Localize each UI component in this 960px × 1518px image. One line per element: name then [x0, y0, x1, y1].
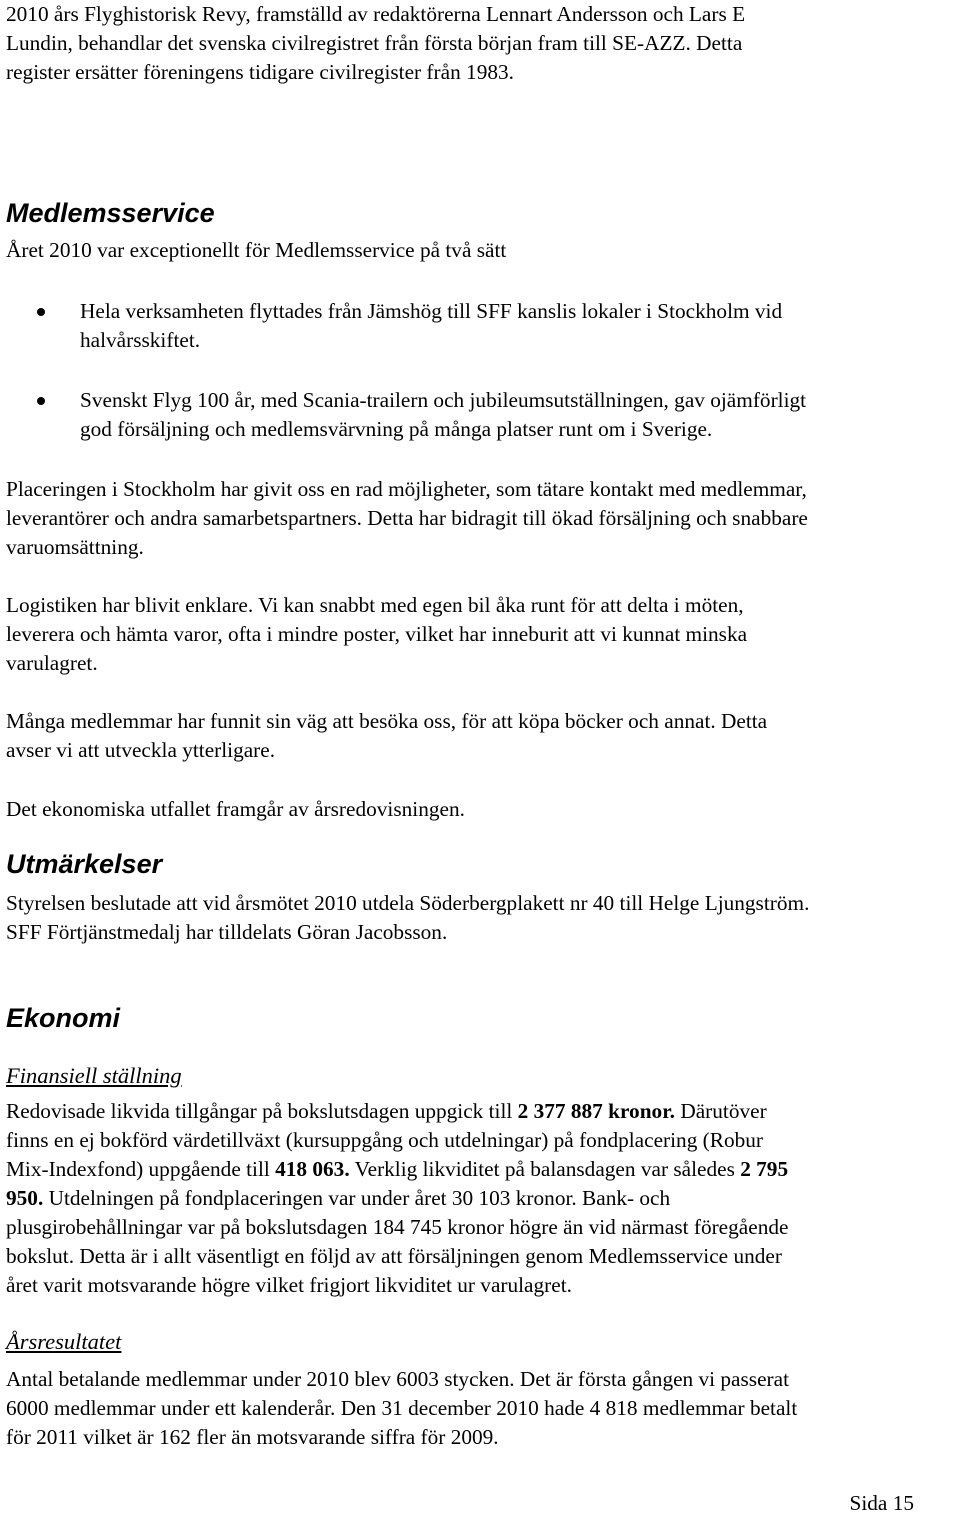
bullet-line: Hela verksamheten flyttades från Jämshög till SFF kanslis lokaler i Stockholm vid [80, 299, 783, 323]
bullet-dot [37, 397, 45, 405]
paragraph-line [6, 1155, 788, 1184]
paragraph-line: varuomsättning. [6, 535, 144, 559]
paragraph-line: varulagret. [6, 651, 98, 675]
section-lead: Året 2010 var exceptionellt för Medlemsservice på två sätt [6, 238, 507, 262]
paragraph-line: Många medlemmar har funnit sin väg att besöka oss, för att köpa böcker och annat. Detta [6, 709, 768, 733]
text-run: Verklig likviditet på balansdagen var således [349, 1157, 741, 1181]
intro-line: register ersätter föreningens tidigare civilregister från 1983. [6, 60, 514, 84]
subheading-arsresultatet: Årsresultatet [6, 1329, 122, 1354]
paragraph-line [6, 1097, 767, 1126]
paragraph-line: SFF Förtjänstmedalj har tilldelats Göran Jacobsson. [6, 920, 448, 944]
section-heading-medlemsservice: Medlemsservice [6, 198, 215, 228]
intro-line: 2010 års Flyghistorisk Revy, framställd av redaktörerna Lennart Andersson och Lars E [6, 2, 746, 26]
paragraph-line: bokslut. Detta är i allt väsentligt en följd av att försäljningen genom Medlemsservice under [6, 1244, 782, 1268]
text-run: Utdelningen på fondplaceringen var under året 30 103 kronor. Bank- och [43, 1186, 671, 1210]
intro-line: Lundin, behandlar det svenska civilregistret från första början fram till SE-AZZ. Detta [6, 31, 743, 55]
page-number: Sida 15 [849, 1491, 914, 1515]
paragraph-line: året varit motsvarande högre vilket frigjort likviditet ur varulagret. [6, 1273, 572, 1297]
bullet-line: Svenskt Flyg 100 år, med Scania-trailern och jubileumsutställningen, gav ojämförligt [80, 388, 807, 412]
subheading-finansiell-stallning: Finansiell ställning [6, 1063, 182, 1088]
paragraph-line: för 2011 vilket är 162 fler än motsvarande siffra för 2009. [6, 1425, 499, 1449]
bullet-line: god försäljning och medlemsvärvning på många platser runt om i Sverige. [80, 417, 713, 441]
bullet-dot [37, 308, 45, 316]
paragraph-line: Logistiken har blivit enklare. Vi kan snabbt med egen bil åka runt för att delta i möten, [6, 593, 744, 617]
paragraph-line: Det ekonomiska utfallet framgår av årsredovisningen. [6, 797, 465, 821]
paragraph-line: finns en ej bokförd värdetillväxt (kursuppgång och utdelningar) på fondplacering (Robur [6, 1128, 764, 1152]
paragraph-line [6, 1184, 670, 1213]
text-run: Därutöver [675, 1099, 767, 1123]
text-run: Redovisade likvida tillgångar på bokslutsdagen uppgick till [6, 1099, 518, 1123]
paragraph-line: leverantörer och andra samarbetspartners. Detta har bidragit till ökad försäljning och snabbare [6, 506, 808, 530]
text-run: Mix-Indexfond) uppgående till [6, 1157, 276, 1181]
section-heading-ekonomi: Ekonomi [6, 1003, 121, 1033]
paragraph-line: avser vi att utveckla ytterligare. [6, 738, 276, 762]
emphasis-amount: 2 377 887 kronor. [517, 1099, 676, 1123]
paragraph-line: Antal betalande medlemmar under 2010 blev 6003 stycken. Det är första gången vi passerat [6, 1367, 789, 1391]
emphasis-amount: 2 795 [740, 1157, 789, 1181]
paragraph-line: plusgirobehållningar var på bokslutsdagen 184 745 kronor högre än vid närmast föregående [6, 1215, 789, 1239]
emphasis-amount: 950. [6, 1186, 44, 1210]
paragraph-line: leverera och hämta varor, ofta i mindre poster, vilket har inneburit att vi kunnat minska [6, 622, 748, 646]
bullet-line: halvårsskiftet. [80, 328, 201, 352]
paragraph-line: Styrelsen beslutade att vid årsmötet 2010 utdela Söderbergplakett nr 40 till Helge Ljungström. [6, 891, 810, 915]
emphasis-amount: 418 063. [275, 1157, 350, 1181]
paragraph-line: Placeringen i Stockholm har givit oss en rad möjligheter, som tätare kontakt med medlemmar, [6, 477, 807, 501]
section-heading-utmarkelser: Utmärkelser [6, 849, 163, 879]
paragraph-line: 6000 medlemmar under ett kalenderår. Den 31 december 2010 hade 4 818 medlemmar betalt [6, 1396, 798, 1420]
